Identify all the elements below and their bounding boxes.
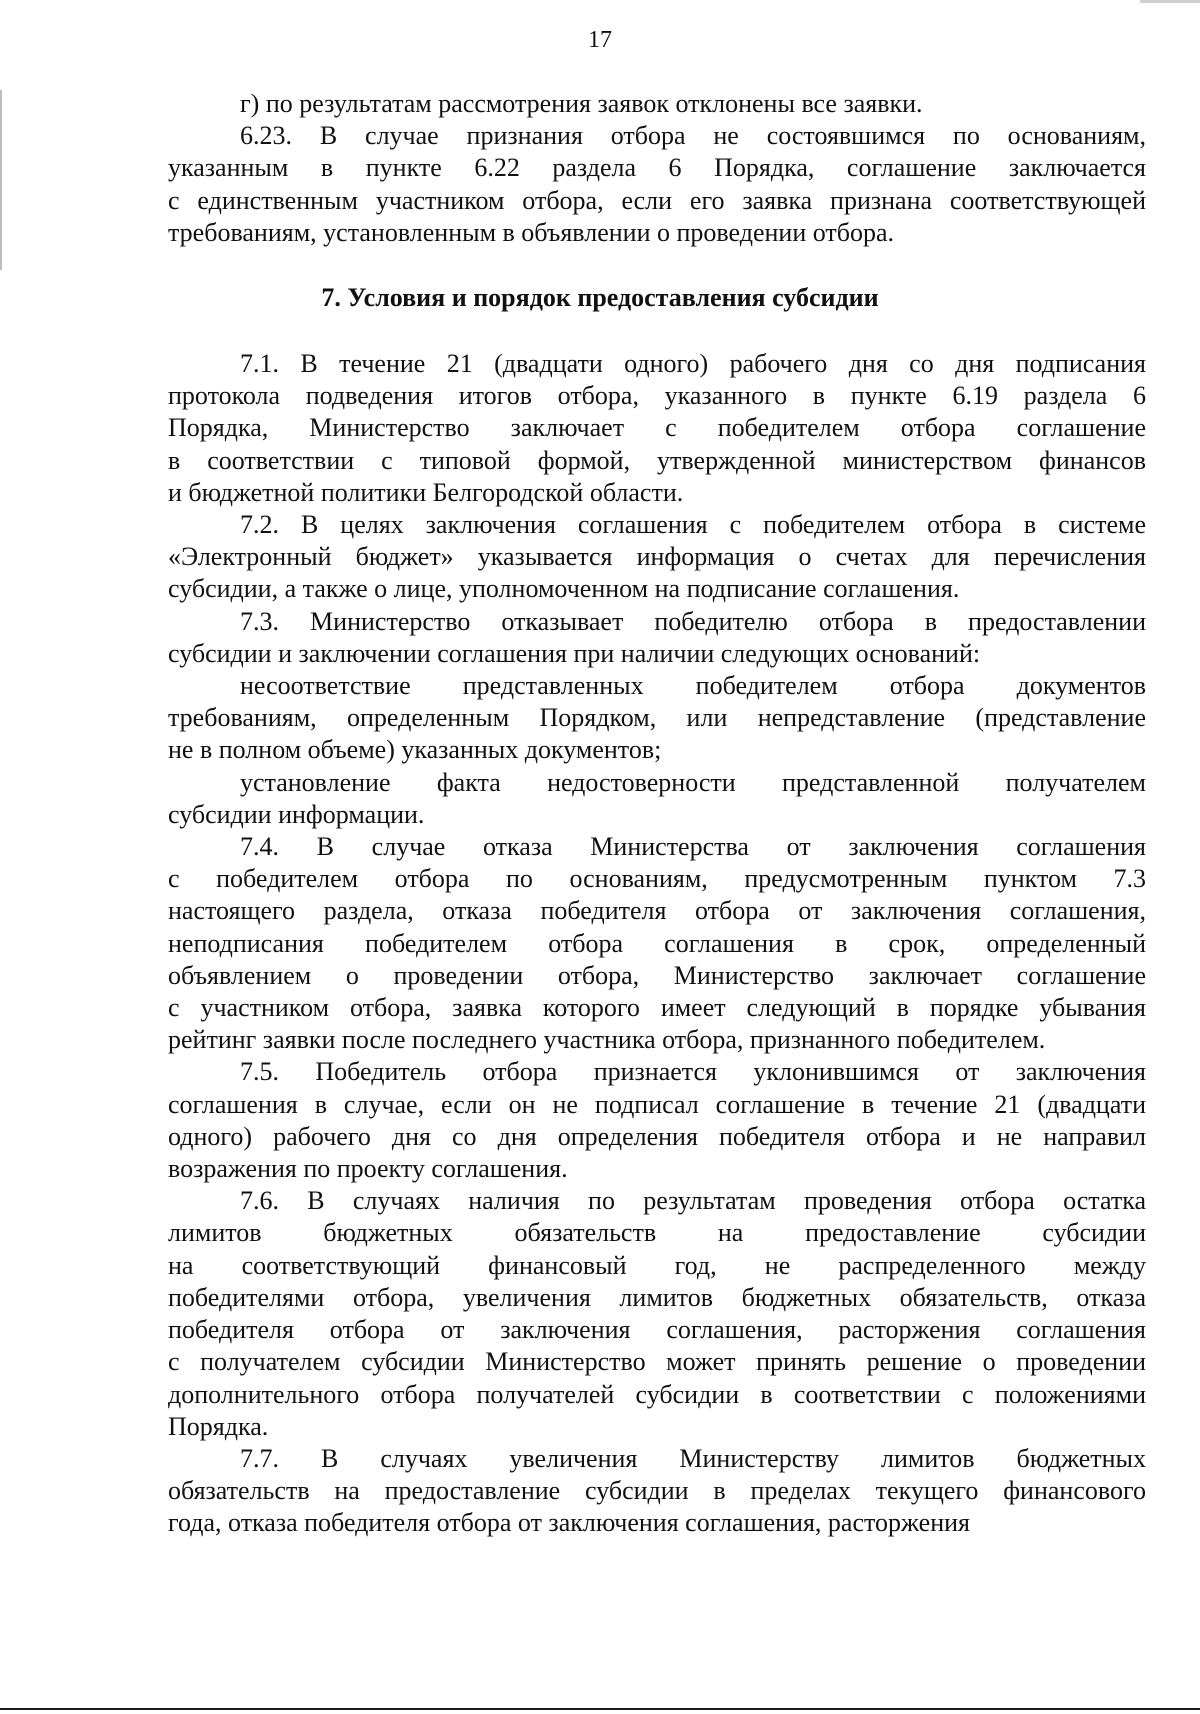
scan-left-edge-mark [0, 90, 2, 270]
top-text-block [168, 88, 1146, 249]
paragraph-7-3b [168, 767, 1146, 831]
text-line: обязательств на предоставление субсидии в пределах текущего финансового [168, 1476, 1146, 1506]
text-line: соглашения в случае, если он не подписал соглашение в течение 21 (двадцати [168, 1089, 1146, 1119]
text-line: субсидии информации. [168, 799, 425, 829]
scan-bottom-edge [0, 1708, 1200, 1710]
paragraph-7-5 [168, 1056, 1146, 1185]
text-line: возражения по проекту соглашения. [168, 1154, 568, 1184]
text-line: 7.6. В случаях наличия по результатам проведения отбора остатка [240, 1186, 1146, 1216]
section-text-block [168, 348, 1146, 1540]
text-line: «Электронный бюджет» указывается информация о счетах для перечисления [168, 542, 1146, 572]
text-line: не в полном объеме) указанных документов; [168, 735, 662, 765]
text-line: с победителем отбора по основаниям, предусмотренным пунктом 7.3 [168, 864, 1146, 894]
paragraph-g [168, 88, 1146, 120]
text-line: 7.5. Победитель отбора признается уклонившимся от заключения [240, 1057, 1146, 1087]
text-line: субсидии и заключении соглашения при наличии следующих оснований: [168, 638, 981, 668]
text-line: несоответствие представленных победителем отбора документов [240, 671, 1146, 701]
paragraph-7-3 [168, 606, 1146, 670]
paragraph-7-1 [168, 348, 1146, 509]
paragraph-7-4 [168, 831, 1146, 1056]
paragraph-6-23 [168, 120, 1146, 249]
text-line: с получателем субсидии Министерство может принять решение о проведении [168, 1347, 1146, 1377]
text-line: и бюджетной политики Белгородской области. [168, 477, 684, 507]
text-line: Порядка, Министерство заключает с победителем отбора соглашение [168, 413, 1146, 443]
text-line: требованиям, определенным Порядком, или непредставление (представление [168, 703, 1146, 733]
text-line: с участником отбора, заявка которого имеет следующий в порядке убывания [168, 993, 1146, 1023]
text-line: 7.7. В случаях увеличения Министерству лимитов бюджетных [240, 1443, 1146, 1473]
text-line: с единственным участником отбора, если его заявка признана соответствующей [168, 185, 1146, 215]
text-line: дополнительного отбора получателей субсидии в соответствии с положениями [168, 1379, 1146, 1409]
text-line: установление факта недостоверности представленной получателем [240, 767, 1146, 797]
text-line: на соответствующий финансовый год, не распределенного между [168, 1250, 1146, 1280]
text-line: 6.23. В случае признания отбора не состоявшимся по основаниям, [240, 121, 1146, 151]
paragraph-7-3a [168, 670, 1146, 767]
text-line: 7.1. В течение 21 (двадцати одного) рабочего дня со дня подписания [240, 349, 1146, 378]
text-line: указанным в пункте 6.22 раздела 6 Порядка, соглашение заключается [168, 153, 1146, 183]
paragraph-7-7 [168, 1443, 1146, 1540]
text-line: одного) рабочего дня со дня определения победителя отбора и не направил [168, 1121, 1146, 1151]
text-line: субсидии, а также о лице, уполномоченном на подписание соглашения. [168, 574, 960, 604]
text-line: Порядка. [168, 1411, 269, 1441]
page-number: 17 [588, 27, 612, 53]
text-line: рейтинг заявки после последнего участника отбора, признанного победителем. [168, 1025, 1046, 1055]
text-line: 7.3. Министерство отказывает победителю отбора в предоставлении [240, 606, 1146, 636]
text-line: года, отказа победителя отбора от заключения соглашения, расторжения [168, 1508, 970, 1538]
text-line: в соответствии с типовой формой, утвержденной министерством финансов [168, 445, 1146, 475]
text-line: 7.2. В целях заключения соглашения с победителем отбора в системе [240, 510, 1146, 540]
text-line: победителями отбора, увеличения лимитов бюджетных обязательств, отказа [168, 1282, 1146, 1312]
scan-corner-mark [1140, 0, 1200, 3]
text-line: протокола подведения итогов отбора, указанного в пункте 6.19 раздела 6 [168, 381, 1146, 411]
text-line: 7.4. В случае отказа Министерства от заключения соглашения [240, 832, 1146, 862]
text-line: победителя отбора от заключения соглашения, расторжения соглашения [168, 1315, 1146, 1345]
section-heading: 7. Условия и порядок предоставления субсидии [321, 283, 879, 312]
text-line: требованиям, установленным в объявлении о проведении отбора. [168, 217, 895, 247]
paragraph-7-2 [168, 509, 1146, 606]
text-line: неподписания победителем отбора соглашения в срок, определенный [168, 928, 1146, 958]
paragraph-7-6 [168, 1185, 1146, 1443]
text-line: г) по результатам рассмотрения заявок отклонены все заявки. [240, 89, 923, 118]
text-line: настоящего раздела, отказа победителя отбора от заключения соглашения, [168, 896, 1146, 926]
text-line: объявлением о проведении отбора, Министерство заключает соглашение [168, 960, 1146, 990]
text-line: лимитов бюджетных обязательств на предоставление субсидии [168, 1218, 1146, 1248]
